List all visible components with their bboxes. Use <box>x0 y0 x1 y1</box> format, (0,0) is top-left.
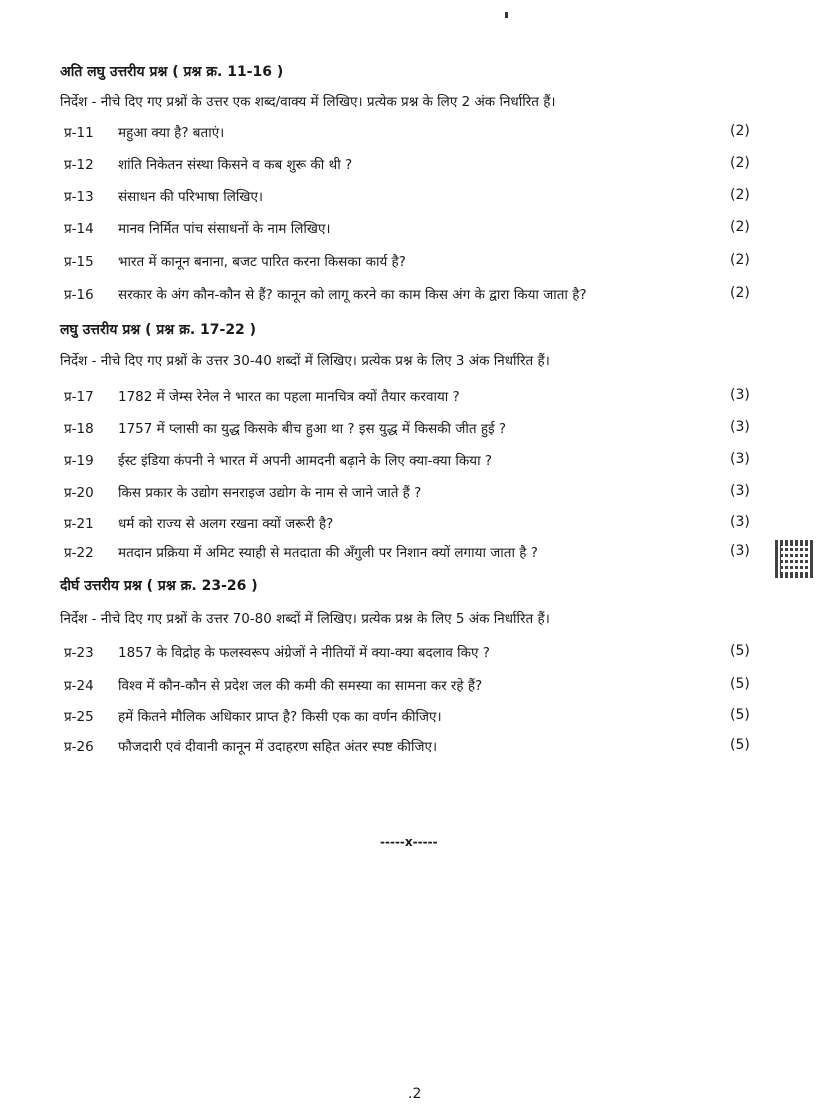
question-marks: (2) <box>730 187 750 203</box>
question-marks: (5) <box>730 737 750 753</box>
question-text: 1782 में जेम्स रेनेल ने भारत का पहला मानचित्र क्यों तैयार करवाया ? <box>118 389 460 405</box>
question-number: प्र-26 <box>64 739 94 755</box>
question-text: मानव निर्मित पांच संसाधनों के नाम लिखिए। <box>118 221 331 237</box>
question-number: प्र-20 <box>64 485 94 501</box>
section-instruction: निर्देश - नीचे दिए गए प्रश्नों के उत्तर एक शब्द/वाक्य में लिखिए। प्रत्येक प्रश्न के लिए 2 अंक निर्धारित हैं। <box>60 94 556 110</box>
question-marks: (2) <box>730 155 750 171</box>
question-text: धर्म को राज्य से अलग रखना क्यों जरूरी है? <box>118 516 334 532</box>
question-number: प्र-17 <box>64 389 94 405</box>
question-text: ईस्ट इंडिया कंपनी ने भारत में अपनी आमदनी बढ़ाने के लिए क्या-क्या किया ? <box>118 453 493 469</box>
question-number: प्र-13 <box>64 189 94 205</box>
question-number: प्र-14 <box>64 221 94 237</box>
question-marks: (2) <box>730 252 750 268</box>
question-number: प्र-18 <box>64 421 94 437</box>
section-instruction: निर्देश - नीचे दिए गए प्रश्नों के उत्तर 30-40 शब्दों में लिखिए। प्रत्येक प्रश्न के लिए 3 अंक निर्धारित हैं। <box>60 353 550 369</box>
question-text: भारत में कानून बनाना, बजट पारित करना किसका कार्य है? <box>118 254 406 270</box>
question-number: प्र-19 <box>64 453 94 469</box>
question-marks: (3) <box>730 451 750 467</box>
question-number: प्र-23 <box>64 645 94 661</box>
question-number: प्र-12 <box>64 157 94 173</box>
question-marks: (3) <box>730 387 750 403</box>
question-number: प्र-24 <box>64 678 94 694</box>
question-text: विश्व में कौन-कौन से प्रदेश जल की कमी की समस्या का सामना कर रहे हैं? <box>118 678 483 694</box>
question-marks: (3) <box>730 514 750 530</box>
question-marks: (5) <box>730 707 750 723</box>
question-text: 1857 के विद्रोह के फलस्वरूप अंग्रेजों ने नीतियों में क्या-क्या बदलाव किए ? <box>118 645 490 661</box>
question-text: सरकार के अंग कौन-कौन से हैं? कानून को लागू करने का काम किस अंग के द्वारा किया जाता है? <box>118 287 587 303</box>
end-marker: -----x----- <box>380 835 438 849</box>
question-text: 1757 में प्लासी का युद्ध किसके बीच हुआ था ? इस युद्ध में किसकी जीत हुई ? <box>118 421 507 437</box>
question-number: प्र-15 <box>64 254 94 270</box>
question-marks: (2) <box>730 285 750 301</box>
scan-speck <box>505 12 508 18</box>
question-text: मतदान प्रक्रिया में अमिट स्याही से मतदाता की अँगुली पर निशान क्यों लगाया जाता है ? <box>118 545 538 561</box>
page-number: .2 <box>408 1086 422 1102</box>
qr-code <box>775 540 815 578</box>
question-number: प्र-22 <box>64 545 94 561</box>
question-text: महुआ क्या है? बताएं। <box>118 125 225 141</box>
question-text: किस प्रकार के उद्योग सनराइज उद्योग के नाम से जाने जाते हैं ? <box>118 485 422 501</box>
section-instruction: निर्देश - नीचे दिए गए प्रश्नों के उत्तर 70-80 शब्दों में लिखिए। प्रत्येक प्रश्न के लिए 5 अंक निर्धारित हैं। <box>60 611 550 627</box>
question-text: हमें कितने मौलिक अधिकार प्राप्त है? किसी एक का वर्णन कीजिए। <box>118 709 442 725</box>
question-text: संसाधन की परिभाषा लिखिए। <box>118 189 264 205</box>
question-text: फौजदारी एवं दीवानी कानून में उदाहरण सहित अंतर स्पष्ट कीजिए। <box>118 739 438 755</box>
question-marks: (2) <box>730 219 750 235</box>
section-heading: लघु उत्तरीय प्रश्न ( प्रश्न क्र. 17-22 ) <box>60 322 257 338</box>
question-number: प्र-16 <box>64 287 94 303</box>
question-marks: (3) <box>730 419 750 435</box>
question-number: प्र-11 <box>64 125 94 141</box>
question-marks: (3) <box>730 543 750 559</box>
section-heading: अति लघु उत्तरीय प्रश्न ( प्रश्न क्र. 11-16 ) <box>60 64 284 80</box>
question-marks: (5) <box>730 676 750 692</box>
question-number: प्र-21 <box>64 516 94 532</box>
question-marks: (3) <box>730 483 750 499</box>
question-marks: (5) <box>730 643 750 659</box>
question-marks: (2) <box>730 123 750 139</box>
question-number: प्र-25 <box>64 709 94 725</box>
question-text: शांति निकेतन संस्था किसने व कब शुरू की थी ? <box>118 157 353 173</box>
section-heading: दीर्घ उत्तरीय प्रश्न ( प्रश्न क्र. 23-26 ) <box>60 578 258 594</box>
